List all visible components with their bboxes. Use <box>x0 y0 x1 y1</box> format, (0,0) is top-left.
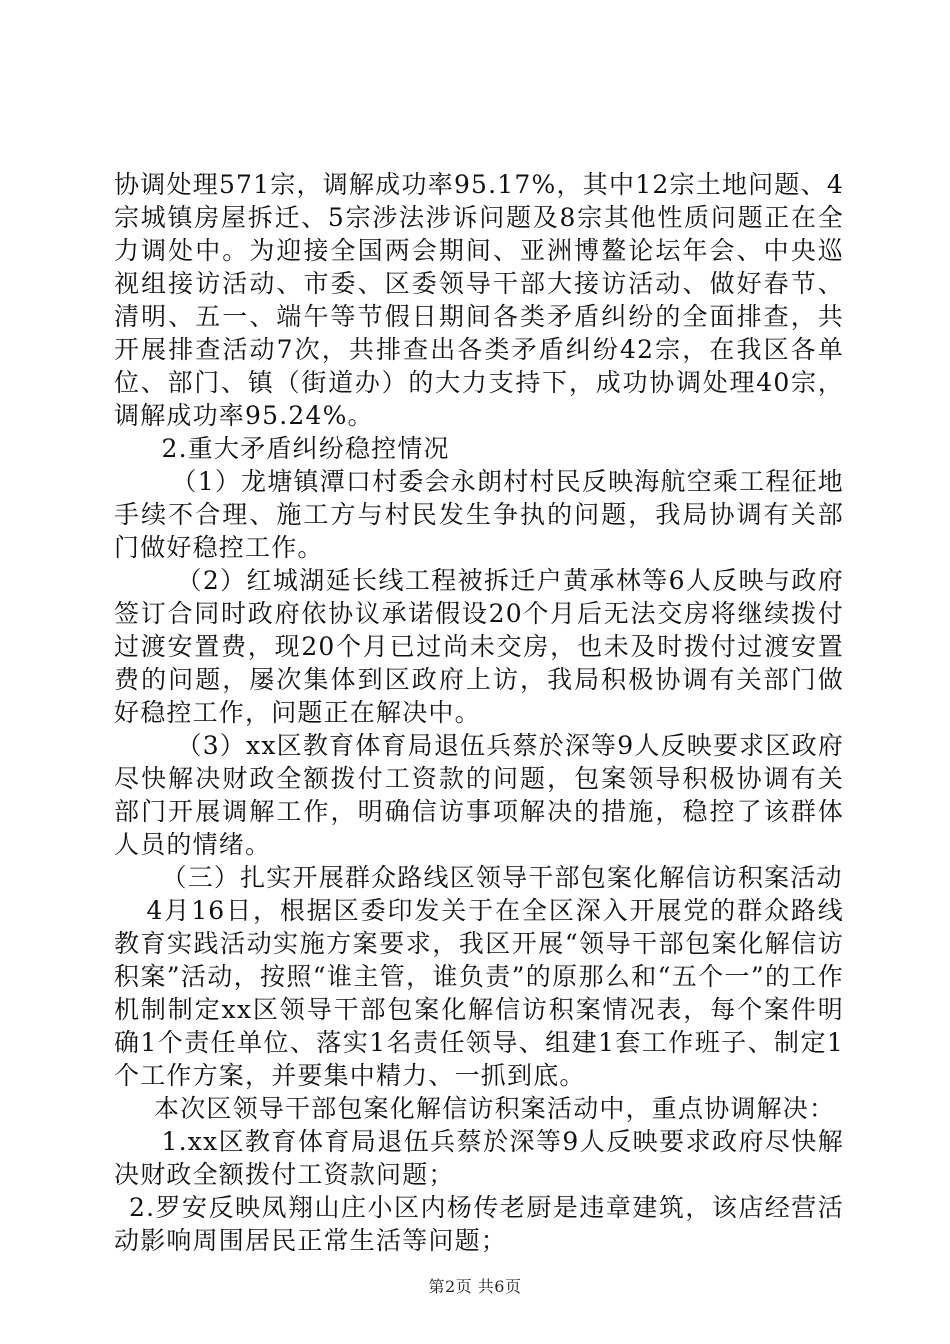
document-body <box>114 168 844 1257</box>
page-number-footer: 第2页 共6页 <box>428 1277 522 1296</box>
paragraph-dispute-summary: 协调处理571宗，调解成功率95.17%，其中12宗土地问题、4宗城镇房屋拆迁、5宗涉法涉诉问题及8宗其他性质问题正在全力调处中。为迎接全国两会期间、亚洲博鳌论坛年会、中央巡视组接访活动、市委、区委领导干部大接访活动、做好春节、清明、五一、端午等节假日期间各类矛盾纠纷的全面排查，共开展排查活动7次，共排查出各类矛盾纠纷42宗，在我区各单位、部门、镇（街道办）的大力支持下，成功协调处理40宗，调解成功率95.24%。 <box>114 170 844 430</box>
paragraph-key-issues-intro: 本次区领导干部包案化解信访积案活动中，重点协调解决： <box>154 1094 836 1123</box>
paragraph-april-16-activity: 4月16日，根据区委印发关于在全区深入开展党的群众路线教育实践活动实施方案要求，我区开展“领导干部包案化解信访积案”活动，按照“谁主管，谁负责”的原那么和“五个一”的工作机制制定xx区领导干部包案化解信访积案情况表，每个案件明确1个责任单位、落实1名责任领导、组建1套工作班子、制定1个工作方案，并要集中精力、一抓到底。 <box>114 896 844 1090</box>
section-heading-major-disputes: 2.重大矛盾纠纷稳控情况 <box>161 434 450 463</box>
paragraph-case-3: （3）xx区教育体育局退伍兵蔡於深等9人反映要求区政府尽快解决财政全额拨付工资款的问题，包案领导积极协调有关部门开展调解工作，明确信访事项解决的措施，稳控了该群体人员的情绪。 <box>114 731 844 859</box>
list-item-issue-1: 1.xx区教育体育局退伍兵蔡於深等9人反映要求政府尽快解决财政全额拨付工资款问题； <box>114 1127 844 1189</box>
paragraph-case-1: （1）龙塘镇潭口村委会永朗村村民反映海航空乘工程征地手续不合理、施工方与村民发生争执的问题，我局协调有关部门做好稳控工作。 <box>114 467 844 562</box>
section-heading-leader-cases: （三）扎实开展群众路线区领导干部包案化解信访积案活动 <box>161 863 843 892</box>
paragraph-case-2: （2）红城湖延长线工程被拆迁户黄承林等6人反映与政府签订合同时政府依协议承诺假设20个月后无法交房将继续拨付过渡安置费，现20个月已过尚未交房，也未及时拨付过渡安置费的问题，屡次集体到区政府上访，我局积极协调有关部门做好稳控工作，问题正在解决中。 <box>114 566 844 727</box>
list-item-issue-2: 2.罗安反映凤翔山庄小区内杨传老厨是违章建筑，该店经营活动影响周围居民正常生活等问题； <box>114 1193 844 1255</box>
